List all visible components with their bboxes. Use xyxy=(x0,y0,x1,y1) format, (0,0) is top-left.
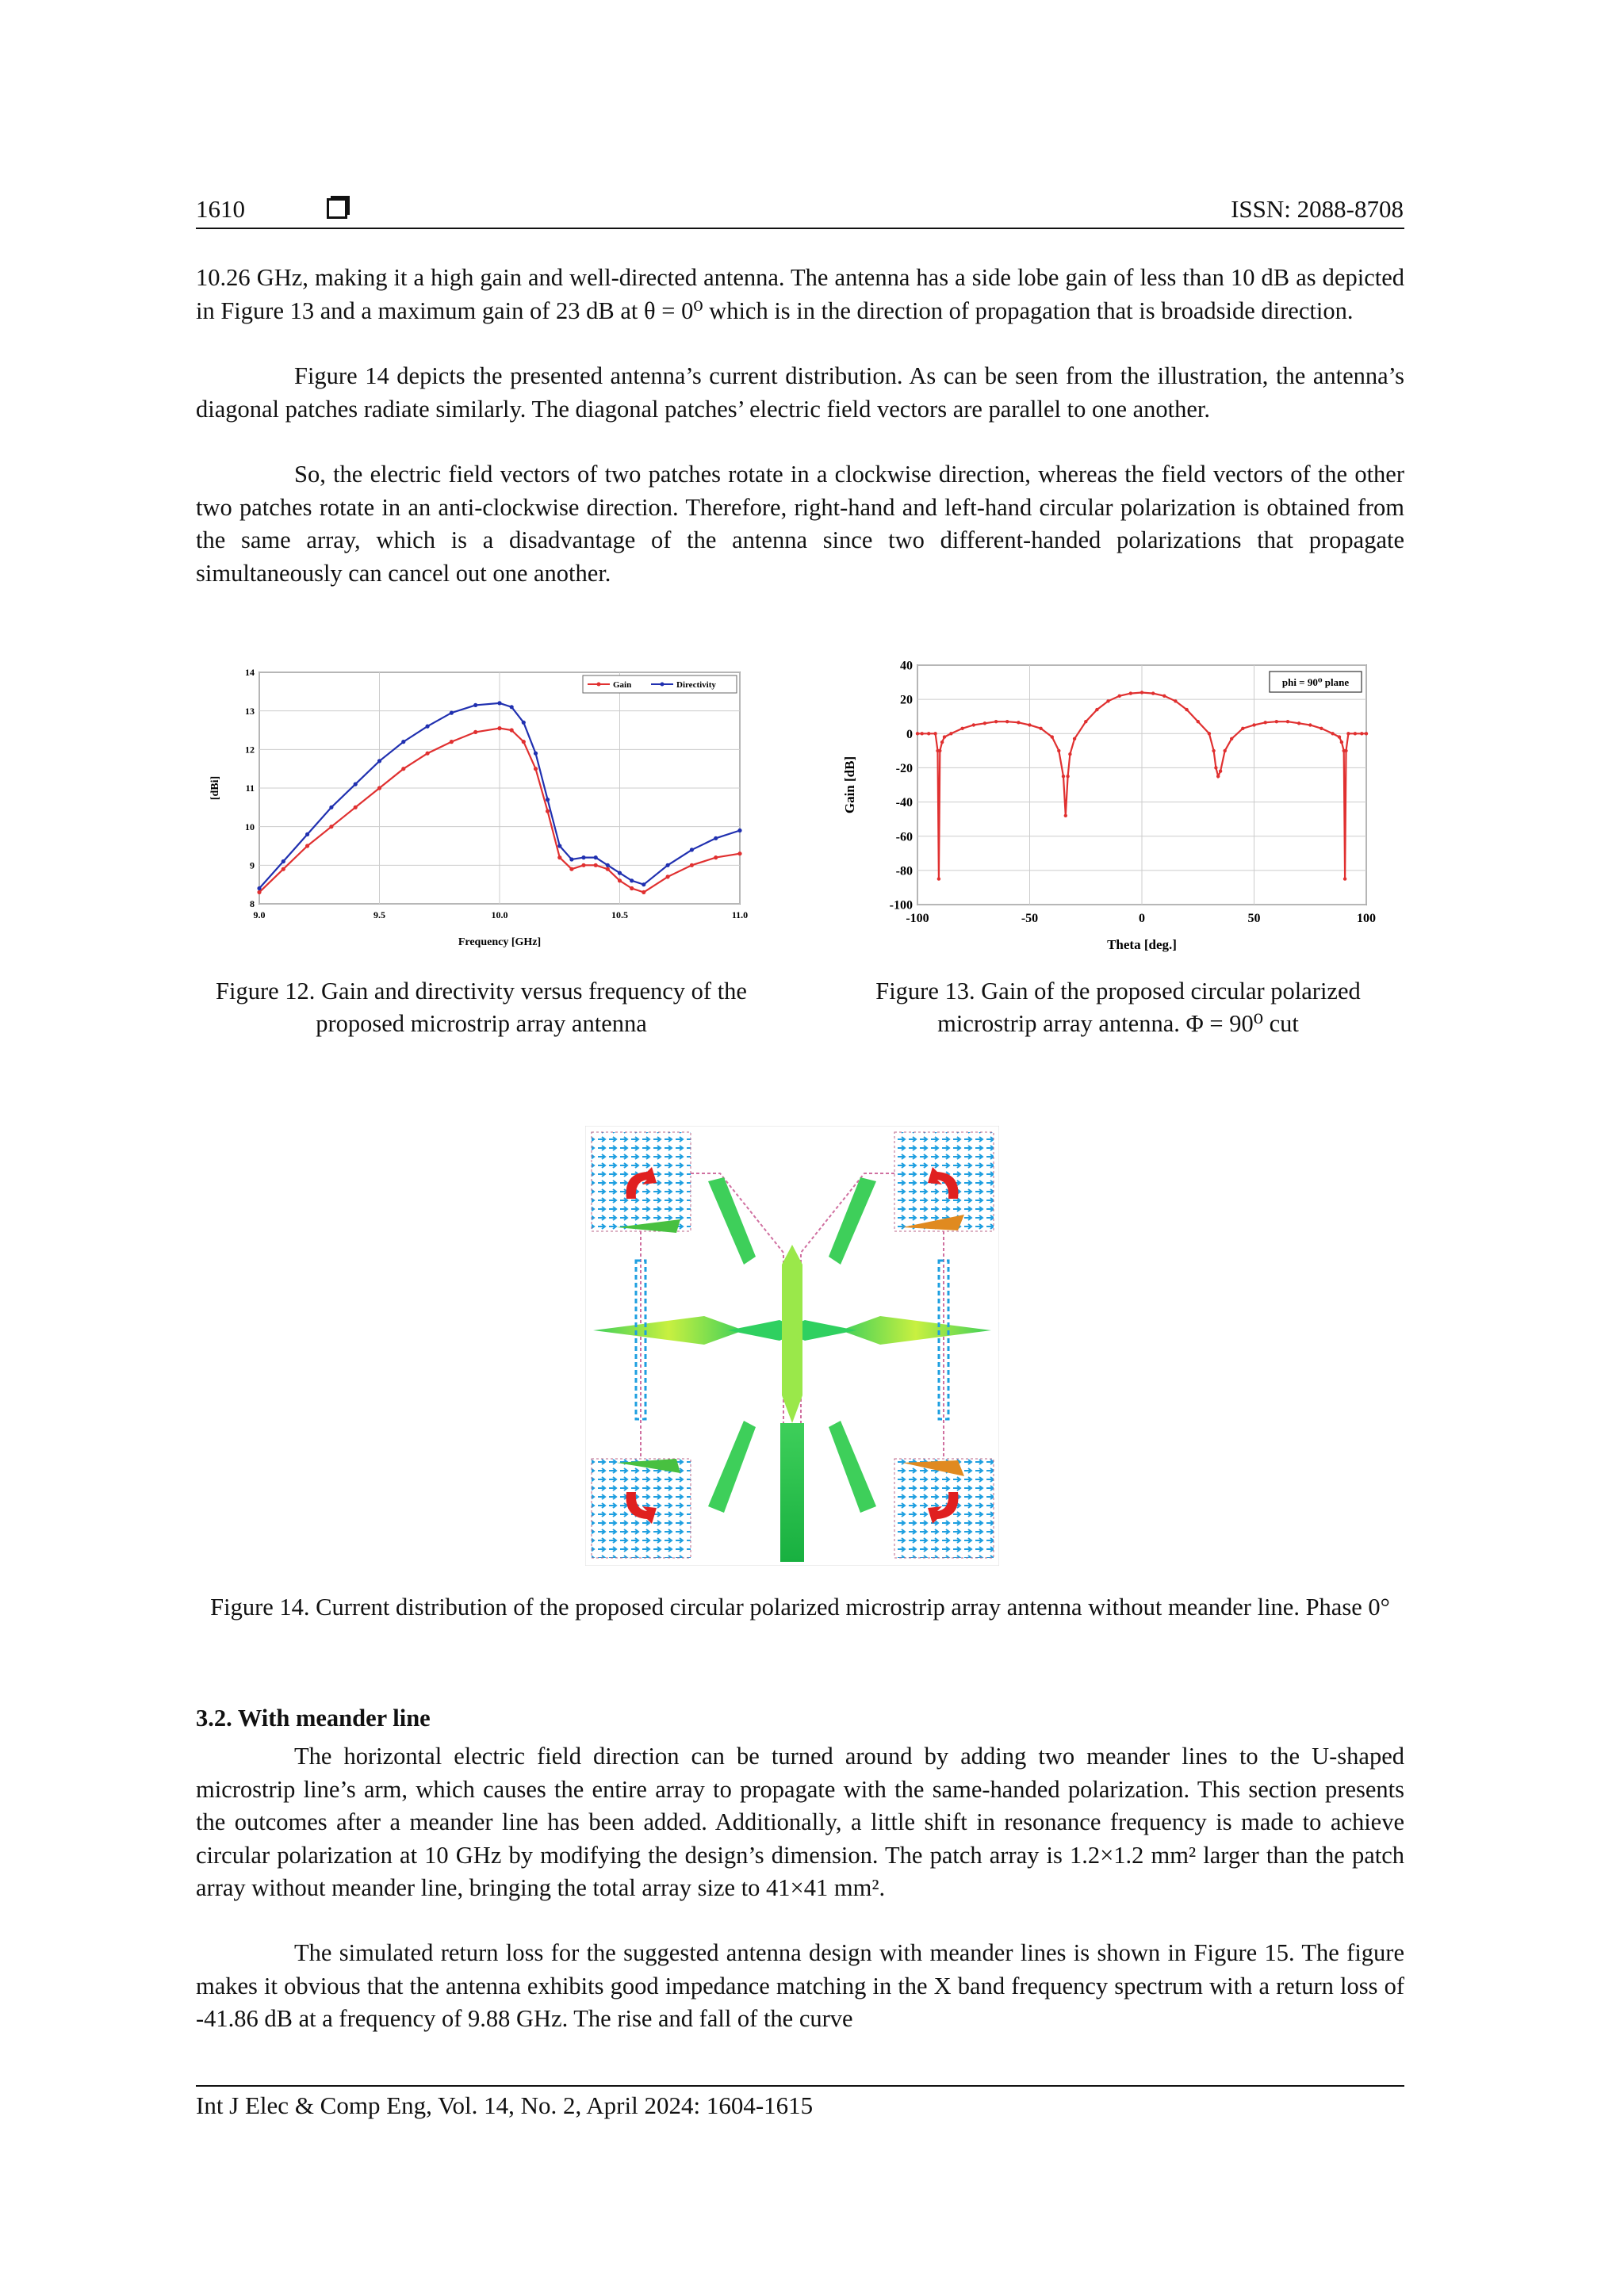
series-point-1 xyxy=(594,855,598,859)
series-point-0 xyxy=(546,809,550,813)
y-tick-label: 40 xyxy=(900,659,913,673)
series-point-0 xyxy=(1057,749,1060,752)
series-point-0 xyxy=(305,844,309,848)
series-point-0 xyxy=(642,890,645,894)
y-tick-label: -40 xyxy=(895,796,913,810)
figure-13-chart xyxy=(837,654,1400,959)
series-point-0 xyxy=(1241,727,1244,730)
series-point-1 xyxy=(642,882,645,886)
figure-14-caption: Figure 14. Current distribution of the proposed circular polarized microstrip array antenna without meander line. Phase 0° xyxy=(210,1594,1390,1621)
series-point-0 xyxy=(557,855,561,859)
patch-top-left xyxy=(592,1132,691,1231)
series-point-0 xyxy=(949,732,952,735)
series-point-1 xyxy=(569,857,573,861)
legend-directivity-marker xyxy=(661,683,665,687)
series-point-0 xyxy=(938,749,941,752)
series-point-0 xyxy=(1028,723,1031,726)
legend-gain-marker xyxy=(597,683,601,687)
series-point-0 xyxy=(1005,720,1009,723)
patch-bottom-left xyxy=(592,1459,691,1558)
series-point-0 xyxy=(1162,695,1166,698)
series-point-1 xyxy=(557,844,561,848)
series-point-1 xyxy=(473,703,477,707)
x-tick-label: 0 xyxy=(1139,912,1145,925)
series-point-0 xyxy=(994,720,998,723)
x-tick-label: 10.5 xyxy=(611,909,628,920)
series-point-0 xyxy=(737,851,741,855)
series-point-1 xyxy=(666,863,670,867)
series-point-0 xyxy=(1308,723,1312,726)
figure-14-current-distribution xyxy=(585,1126,999,1566)
series-point-0 xyxy=(1039,727,1042,730)
paragraph-4: The horizontal electric field direction can be turned around by adding two meander lines to the U-shaped microstrip line’s arm, which causes the entire array to propagate with the same-handed polarization. This section presents the outcomes after a meander line has been added. Additionally, a little shift in resonance frequency is made to achieve circular polarization at 10 GHz by modifying the design’s dimension. The patch array is 1.2×1.2 mm² larger than the patch array without meander line, bringing the total array size to 41×41 mm². xyxy=(196,1743,1404,1901)
series-point-0 xyxy=(1331,732,1334,735)
series-point-1 xyxy=(618,871,622,875)
series-point-1 xyxy=(510,705,514,709)
series-point-0 xyxy=(1340,740,1343,744)
series-point-0 xyxy=(401,767,405,771)
series-point-0 xyxy=(569,867,573,871)
y-tick-label: -60 xyxy=(895,830,913,844)
series-point-0 xyxy=(497,726,501,730)
series-point-0 xyxy=(1051,735,1054,738)
series-point-0 xyxy=(1264,721,1267,724)
series-point-0 xyxy=(927,732,930,735)
series-point-0 xyxy=(1252,723,1255,726)
series-point-0 xyxy=(1216,775,1220,778)
x-tick-label: 50 xyxy=(1247,912,1261,925)
x-tick-label: 9.0 xyxy=(253,909,266,920)
series-point-1 xyxy=(737,828,741,832)
x-tick-label: -100 xyxy=(906,912,929,925)
series-point-0 xyxy=(972,723,975,726)
figure-12-chart xyxy=(202,658,757,959)
y-tick-label: 13 xyxy=(245,705,255,717)
series-point-0 xyxy=(1275,720,1278,723)
series-point-0 xyxy=(1174,699,1177,702)
y-tick-label: -20 xyxy=(895,762,913,776)
footer-rule xyxy=(196,2085,1404,2087)
series-point-0 xyxy=(329,825,333,828)
figure-12-caption: Figure 12. Gain and directivity versus frequency of the proposed microstrip array antenna xyxy=(216,978,747,1037)
x-tick-label: 11.0 xyxy=(731,909,749,920)
section-heading: 3.2. With meander line xyxy=(196,1705,431,1732)
series-point-0 xyxy=(426,752,430,756)
y-tick-label: 0 xyxy=(906,727,913,741)
fig12-xlabel: Frequency [GHz] xyxy=(458,936,542,948)
series-point-0 xyxy=(1219,770,1222,773)
series-point-0 xyxy=(1286,720,1289,723)
series-point-0 xyxy=(1066,775,1069,778)
series-point-0 xyxy=(714,855,718,859)
series-point-1 xyxy=(377,759,381,763)
series-point-0 xyxy=(618,878,622,882)
series-point-0 xyxy=(354,806,358,809)
series-point-0 xyxy=(1212,749,1215,752)
fig13-xlabel: Theta [deg.] xyxy=(1107,937,1177,952)
y-tick-label: 9 xyxy=(250,859,255,871)
paragraph-2: Figure 14 depicts the presented antenna’s current distribution. As can be seen from the illustration, the antenna’s diagonal patches radiate similarly. The diagonal patches’ electric field vectors are parallel to one another. xyxy=(196,362,1404,423)
series-point-0 xyxy=(1197,720,1200,723)
series-point-0 xyxy=(1297,721,1300,725)
series-point-1 xyxy=(450,711,454,715)
fig12-ylabel: [dBi] xyxy=(209,775,221,801)
series-point-0 xyxy=(921,732,924,735)
patch-bottom-right xyxy=(894,1459,994,1558)
series-point-0 xyxy=(522,740,526,744)
series-point-0 xyxy=(933,732,936,735)
legend-directivity-label: Directivity xyxy=(676,680,716,690)
series-point-0 xyxy=(257,890,261,894)
series-point-0 xyxy=(594,863,598,867)
series-point-1 xyxy=(714,836,718,840)
series-point-1 xyxy=(282,859,285,863)
series-point-0 xyxy=(377,786,381,790)
series-point-1 xyxy=(606,863,610,867)
fig13-annotation: phi = 90⁰ plane xyxy=(1281,676,1350,688)
y-tick-label: 8 xyxy=(250,898,255,910)
series-point-0 xyxy=(1343,877,1346,880)
square-bullet-icon xyxy=(327,198,347,219)
series-point-0 xyxy=(630,886,634,890)
series-point-0 xyxy=(1017,721,1020,724)
series-point-0 xyxy=(1214,766,1217,769)
series-point-0 xyxy=(1338,735,1341,738)
header-rule xyxy=(196,228,1404,229)
series-point-1 xyxy=(354,783,358,786)
x-tick-label: 9.5 xyxy=(373,909,385,920)
series-point-0 xyxy=(943,735,946,738)
series-point-1 xyxy=(497,701,501,705)
series-point-0 xyxy=(940,740,944,744)
y-tick-label: 10 xyxy=(245,821,255,832)
series-point-0 xyxy=(1084,720,1087,723)
series-point-1 xyxy=(329,806,333,809)
series-point-0 xyxy=(916,732,919,735)
series-point-0 xyxy=(1073,737,1076,740)
y-tick-label: 12 xyxy=(245,744,255,756)
series-point-0 xyxy=(534,767,538,771)
figure-13-caption: Figure 13. Gain of the proposed circular polarized microstrip array antenna. Φ = 90⁰ cut xyxy=(875,978,1361,1037)
series-point-0 xyxy=(983,721,986,725)
series-point-0 xyxy=(1062,775,1065,778)
series-point-0 xyxy=(960,727,963,730)
series-point-0 xyxy=(1360,732,1363,735)
series-point-0 xyxy=(1129,691,1132,695)
series-point-0 xyxy=(1095,708,1098,711)
series-point-1 xyxy=(581,855,585,859)
series-point-0 xyxy=(282,867,285,871)
y-tick-label: 14 xyxy=(245,667,255,679)
y-tick-label: 20 xyxy=(900,693,913,707)
series-point-0 xyxy=(473,730,477,734)
paragraph-3: So, the electric field vectors of two patches rotate in a clockwise direction, whereas the field vectors of the other two patches rotate in an anti-clockwise direction. Therefore, right-hand and left-hand circular polarization is obtained from the same array, which is a disadvantage of the antenna since two different-handed polarizations that propagate simultaneously can cancel out one another. xyxy=(196,461,1404,587)
series-point-0 xyxy=(1346,732,1350,735)
series-point-0 xyxy=(1151,691,1155,695)
series-point-0 xyxy=(690,863,694,867)
series-point-0 xyxy=(450,740,454,744)
series-point-0 xyxy=(1068,752,1071,756)
x-tick-label: 10.0 xyxy=(491,909,508,920)
series-point-0 xyxy=(606,867,610,871)
issn-header: ISSN: 2088-8708 xyxy=(1231,195,1404,223)
x-tick-label: 100 xyxy=(1357,912,1376,925)
page-number: 1610 xyxy=(196,195,245,223)
series-point-0 xyxy=(1344,749,1347,752)
series-point-0 xyxy=(1365,732,1368,735)
series-point-0 xyxy=(1208,732,1211,735)
series-point-0 xyxy=(1118,695,1121,698)
patch-top-right xyxy=(894,1132,994,1231)
series-point-1 xyxy=(401,740,405,744)
fig13-ylabel: Gain [dB] xyxy=(842,756,857,814)
series-point-0 xyxy=(1224,749,1227,752)
legend-gain-label: Gain xyxy=(613,680,632,690)
series-point-0 xyxy=(1230,737,1233,740)
series-point-0 xyxy=(666,874,670,878)
y-tick-label: 11 xyxy=(245,783,255,794)
series-point-1 xyxy=(426,725,430,729)
footer-citation: Int J Elec & Comp Eng, Vol. 14, No. 2, April 2024: 1604-1615 xyxy=(196,2091,814,2119)
fig12-legend xyxy=(583,675,737,693)
series-point-0 xyxy=(1320,727,1323,730)
series-point-0 xyxy=(937,877,940,880)
series-point-1 xyxy=(305,832,309,836)
series-point-1 xyxy=(546,798,550,802)
series-point-0 xyxy=(1354,732,1357,735)
y-tick-label: -80 xyxy=(895,864,913,878)
paragraph-5: The simulated return loss for the suggested antenna design with meander lines is shown in Figure 15. The figure makes it obvious that the antenna exhibits good impedance matching in the X band frequency spectrum with a return loss of -41.86 dB at a frequency of 9.88 GHz. The rise and fall of the curve xyxy=(196,1939,1404,2032)
paragraph-1: 10.26 GHz, making it a high gain and well-directed antenna. The antenna has a side lobe gain of less than 10 dB as depicted in Figure 13 and a maximum gain of 23 dB at θ = 0⁰ which is in the direction of propagation that is broadside direction. xyxy=(196,264,1404,324)
series-point-1 xyxy=(690,848,694,851)
series-point-0 xyxy=(1140,691,1143,694)
series-point-0 xyxy=(1185,708,1188,711)
y-tick-label: -100 xyxy=(889,898,913,913)
series-point-1 xyxy=(257,886,261,890)
series-point-0 xyxy=(510,728,514,732)
series-point-0 xyxy=(1106,699,1109,702)
series-point-1 xyxy=(522,721,526,725)
series-point-1 xyxy=(534,752,538,756)
series-point-1 xyxy=(630,878,634,882)
series-point-0 xyxy=(1064,814,1067,817)
series-point-0 xyxy=(581,863,585,867)
x-tick-label: -50 xyxy=(1021,912,1039,925)
